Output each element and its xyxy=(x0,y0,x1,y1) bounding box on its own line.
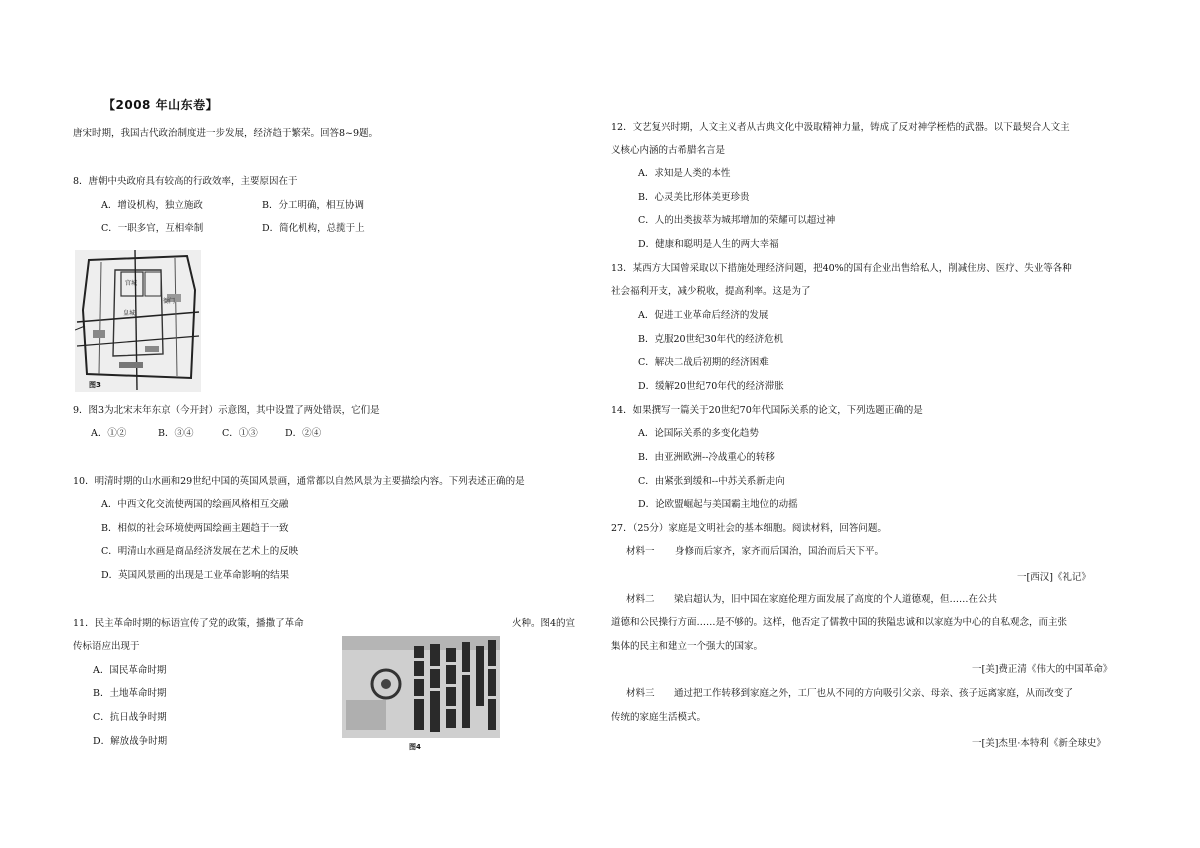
figure-3-label-1: 宫城 xyxy=(125,280,138,287)
page-title: 【2008 年山东卷】 xyxy=(103,98,219,112)
q27-material2-source: 一[美]费正清《伟大的中国革命》 xyxy=(972,664,1113,675)
q27-material2-text-line3: 集体的民主和建立一个强大的国家。 xyxy=(611,641,764,652)
q8-option-d: D．简化机构，总揽于上 xyxy=(262,223,365,234)
q27-material2-text-line2: 道德和公民操行方面……是不够的。这样，他否定了儒教中国的狭隘忠诚和以家庭为中心的自私观念，而主张 xyxy=(611,617,1068,628)
q9-option-b: B．③④ xyxy=(158,428,194,439)
q11-stem-part2: 火种。图4的宣 xyxy=(512,618,576,629)
figure-3-map xyxy=(75,250,201,392)
q12-option-d: D．健康和聪明是人生的两大幸福 xyxy=(638,239,779,250)
q14-option-b: B．由亚洲欧洲--冷战重心的转移 xyxy=(638,452,775,463)
q10-option-d: D．英国风景画的出现是工业革命影响的结果 xyxy=(101,570,290,581)
q10-option-a: A．中西文化交流使两国的绘画风格相互交融 xyxy=(101,499,289,510)
q11-option-d: D．解放战争时期 xyxy=(93,736,168,747)
intro-text: 唐宋时期，我国古代政治制度进一步发展，经济趋于繁荣。回答8~9题。 xyxy=(73,128,379,139)
figure-3-caption: 图3 xyxy=(89,381,101,389)
figure-3-map-drawing xyxy=(75,250,201,392)
q27-material3-source: 一[美]杰里·本特利《新全球史》 xyxy=(972,738,1106,749)
q13-option-a: A．促进工业革命后经济的发展 xyxy=(638,310,769,321)
q13-stem-line2: 社会福利开支，减少税收，提高利率。这是为了 xyxy=(611,286,811,297)
q14-option-c: C．由紧张到缓和--中苏关系新走向 xyxy=(638,476,785,487)
q9-option-c: C．①③ xyxy=(222,428,258,439)
q12-stem-line1: 12．文艺复兴时期，人文主义者从古典文化中汲取精神力量，铸成了反对神学桎梏的武器。以下最契合人文主 xyxy=(611,122,1070,133)
q9-option-d: D．②④ xyxy=(285,428,322,439)
q27-material2-label: 材料二 xyxy=(626,594,655,605)
q27-stem: 27．（25分）家庭是文明社会的基本细胞。阅读材料，回答问题。 xyxy=(611,523,887,534)
q10-option-c: C．明清山水画是商品经济发展在艺术上的反映 xyxy=(101,546,299,557)
figure-3-label-3: 衙门 xyxy=(163,298,176,305)
q13-option-d: D．缓解20世纪70年代的经济滞胀 xyxy=(638,381,784,392)
q9-stem: 9．图3为北宋末年东京（今开封）示意图，其中设置了两处错误，它们是 xyxy=(73,405,380,416)
q13-option-c: C．解决二战后初期的经济困难 xyxy=(638,357,769,368)
q13-stem-line1: 13．某西方大国曾采取以下措施处理经济问题，把40%的国有企业出售给私人，削减住房、医疗、失业等各种 xyxy=(611,263,1072,274)
q10-stem: 10．明清时期的山水画和29世纪中国的英国风景画，通常都以自然风景为主要描绘内容。下列表述正确的是 xyxy=(73,476,525,487)
q11-option-a: A．国民革命时期 xyxy=(93,665,167,676)
q9-option-a: A．①② xyxy=(91,428,127,439)
q12-option-a: A．求知是人类的本性 xyxy=(638,168,731,179)
q8-stem: 8．唐朝中央政府具有较高的行政效率，主要原因在于 xyxy=(73,176,298,187)
q8-option-a: A．增设机构，独立施政 xyxy=(101,200,203,211)
q11-stem-part1: 11．民主革命时期的标语宣传了党的政策，播撒了革命 xyxy=(73,618,304,629)
q8-option-b: B．分工明确，相互协调 xyxy=(262,200,364,211)
q8-option-c: C．一职多官，互相牵制 xyxy=(101,223,204,234)
figure-4-caption: 图4 xyxy=(409,743,421,751)
q27-material1-text: 身修而后家齐，家齐而后国治，国治而后天下平。 xyxy=(675,546,885,557)
figure-3-label-2: 皇城 xyxy=(123,310,136,317)
q11-stem-line2: 传标语应出现于 xyxy=(73,641,140,652)
figure-4-slogan-photo xyxy=(342,636,500,738)
q27-material3-label: 材料三 xyxy=(626,688,655,699)
q11-option-c: C．抗日战争时期 xyxy=(93,712,167,723)
q11-option-b: B．土地革命时期 xyxy=(93,688,167,699)
q12-option-c: C．人的出类拔萃为城邦增加的荣耀可以超过神 xyxy=(638,215,836,226)
figure-4-slogan-drawing xyxy=(342,636,500,738)
q13-option-b: B．克服20世纪30年代的经济危机 xyxy=(638,334,784,345)
q12-option-b: B．心灵美比形体美更珍贵 xyxy=(638,192,750,203)
q14-option-a: A．论国际关系的多变化趋势 xyxy=(638,428,759,439)
q27-material1-label: 材料一 xyxy=(626,546,655,557)
q14-option-d: D．论欧盟崛起与美国霸主地位的动摇 xyxy=(638,499,798,510)
q10-option-b: B．相似的社会环境使两国绘画主题趋于一致 xyxy=(101,523,289,534)
q14-stem: 14．如果撰写一篇关于20世纪70年代国际关系的论文，下列选题正确的是 xyxy=(611,405,923,416)
q27-material1-source: 一[西汉]《礼记》 xyxy=(1017,572,1091,583)
q27-material2-text-line1: 梁启超认为，旧中国在家庭伦理方面发展了高度的个人道德观，但……在公共 xyxy=(674,594,998,605)
q27-material3-text-line1: 通过把工作转移到家庭之外，工厂也从不同的方向吸引父亲、母亲、孩子远离家庭，从而改变了 xyxy=(674,688,1074,699)
q12-stem-line2: 义核心内涵的古希腊名言是 xyxy=(611,145,726,156)
q27-material3-text-line2: 传统的家庭生活模式。 xyxy=(611,712,707,723)
